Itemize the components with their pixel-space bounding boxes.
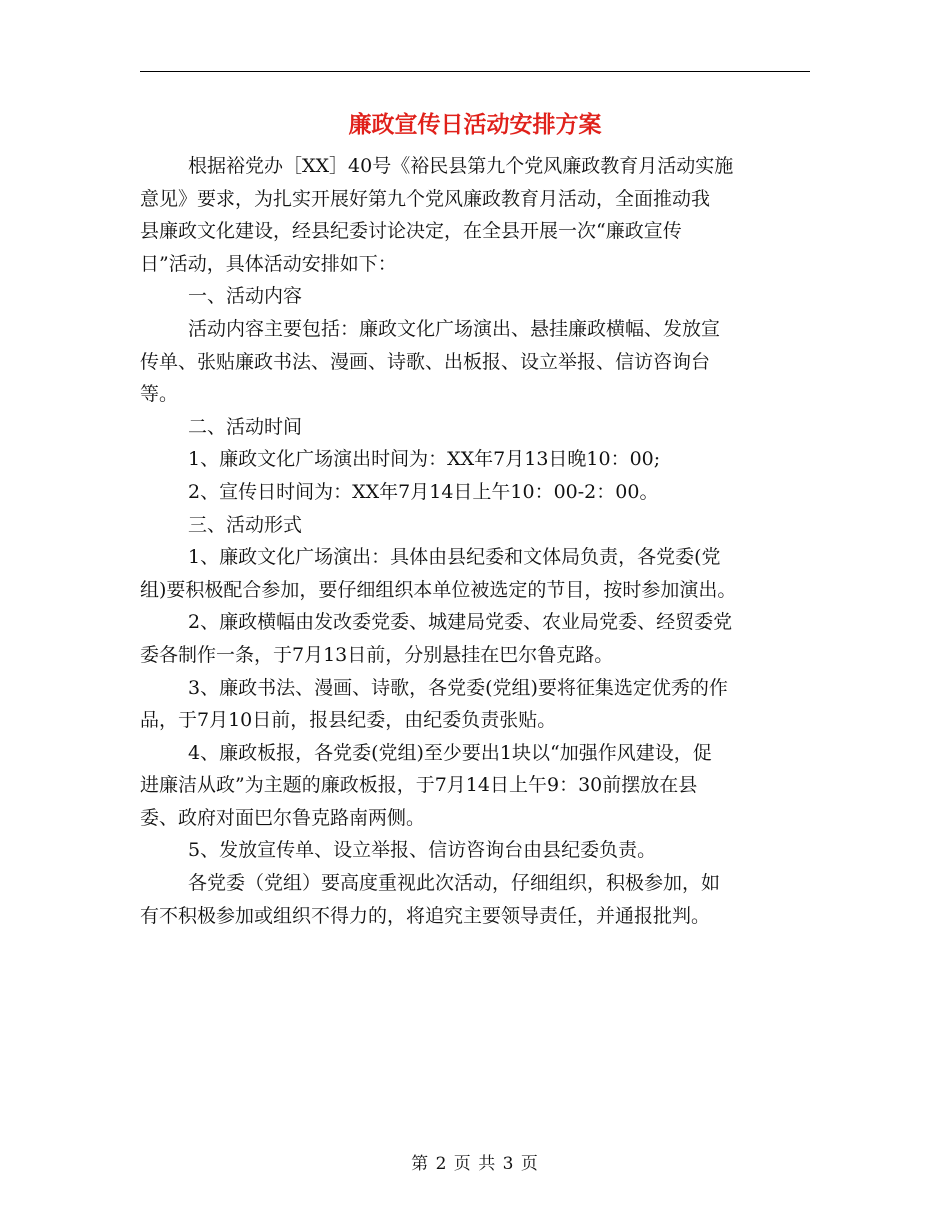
- text-line: 委、政府对面巴尔鲁克路南两侧。: [140, 806, 426, 829]
- text-line: 等。: [140, 383, 179, 406]
- text-line: 根据裕党办［XX］40号《裕民县第九个党风廉政教育月活动实施: [188, 155, 734, 177]
- text-line: 1、廉政文化广场演出时间为：XX年7月13日晚10：00;: [188, 448, 661, 471]
- text-line: 一、活动内容: [188, 285, 303, 308]
- text-line: 1、廉政文化广场演出：具体由县纪委和文体局负责，各党委(党: [188, 546, 721, 569]
- text-line: 各党委（党组）要高度重视此次活动，仔细组织，积极参加，如: [188, 872, 721, 895]
- text-line: 有不积极参加或组织不得力的，将追究主要领导责任，并通报批判。: [140, 904, 711, 927]
- text-line: 品，于7月10日前，报县纪委，由纪委负责张贴。: [140, 709, 557, 732]
- text-line: 日”活动，具体活动安排如下：: [140, 252, 397, 275]
- text-line: 委各制作一条，于7月13日前，分别悬挂在巴尔鲁克路。: [140, 643, 614, 666]
- document-title: 廉政宣传日活动安排方案: [348, 111, 602, 138]
- document-body: [140, 150, 810, 932]
- text-line: 4、廉政板报，各党委(党组)至少要出1块以“加强作风建设，促: [188, 741, 712, 764]
- header-rule: [140, 71, 810, 72]
- text-line: 2、宣传日时间为：XX年7月14日上午10：00-2：00。: [188, 480, 659, 503]
- text-line: 传单、张贴廉政书法、漫画、诗歌、出板报、设立举报、信访咨询台: [140, 350, 711, 373]
- text-line: 进廉洁从政”为主题的廉政板报，于7月14日上午9：30前摆放在县: [140, 774, 698, 797]
- text-line: 5、发放宣传单、设立举报、信访咨询台由县纪委负责。: [188, 839, 657, 862]
- page-number: 第 2 页 共 3 页: [411, 1154, 539, 1174]
- text-line: 县廉政文化建设，经县纪委讨论决定，在全县开展一次“廉政宣传: [140, 220, 682, 243]
- text-line: 三、活动形式: [188, 513, 303, 536]
- text-line: 2、廉政横幅由发改委党委、城建局党委、农业局党委、经贸委党: [188, 611, 733, 634]
- text-line: 3、廉政书法、漫画、诗歌，各党委(党组)要将征集选定优秀的作: [188, 676, 728, 699]
- text-line: 活动内容主要包括：廉政文化广场演出、悬挂廉政横幅、发放宣: [188, 317, 721, 340]
- text-line: 组)要积极配合参加，要仔细组织本单位被选定的节目，按时参加演出。: [140, 578, 737, 601]
- text-line: 意见》要求，为扎实开展好第九个党风廉政教育月活动，全面推动我: [140, 187, 711, 210]
- text-line: 二、活动时间: [188, 415, 303, 438]
